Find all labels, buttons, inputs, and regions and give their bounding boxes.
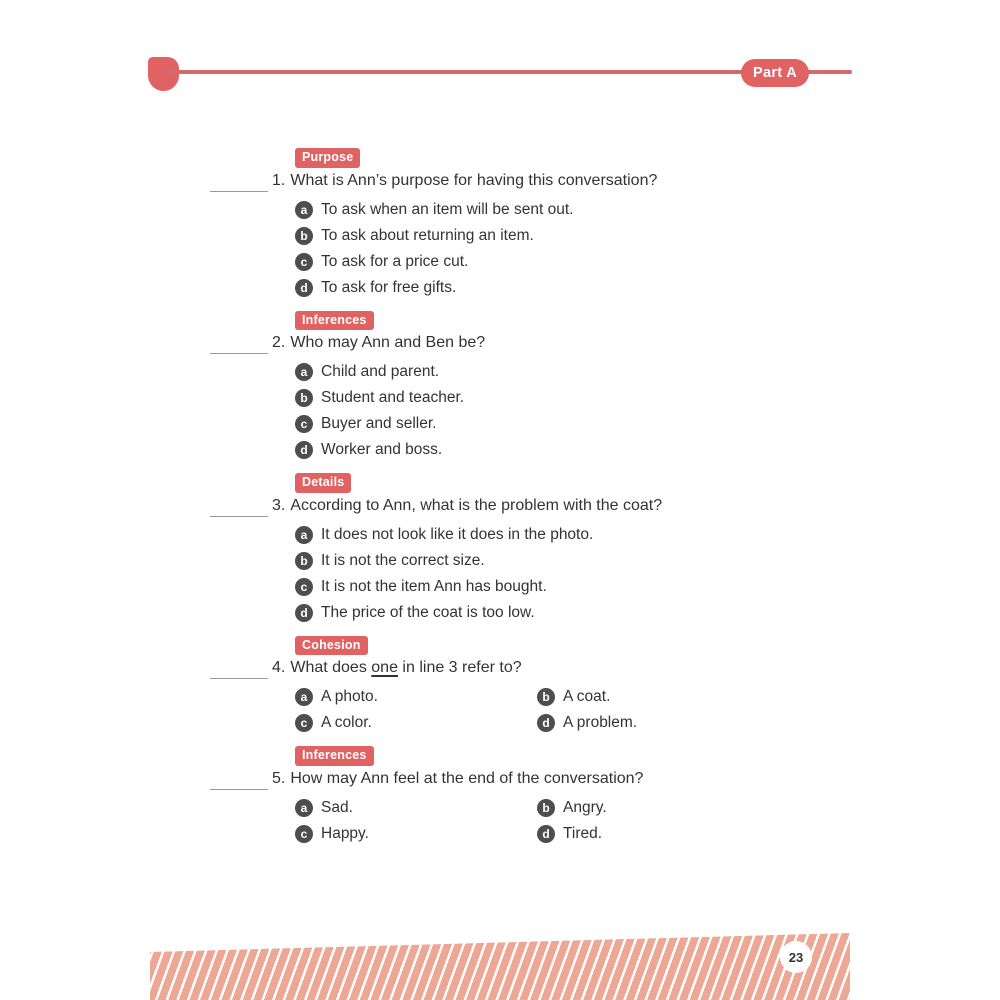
question-row <box>210 768 855 790</box>
option-letter-icon: a <box>295 688 313 706</box>
question-block-3 <box>210 473 855 626</box>
header-left-tab-shape <box>148 57 179 91</box>
option-a <box>295 795 537 821</box>
question-row <box>210 657 855 679</box>
question-number: 1. <box>272 171 286 189</box>
option-text: To ask about returning an item. <box>321 226 534 244</box>
question-text-after: in line 3 refer to? <box>397 659 522 676</box>
option-letter-icon: c <box>295 415 313 433</box>
option-text: Angry. <box>563 798 607 816</box>
question-block-5 <box>210 746 855 847</box>
option-c <box>295 249 855 275</box>
question-row <box>210 332 855 354</box>
answer-blank <box>210 500 268 517</box>
answer-blank <box>210 175 268 192</box>
question-text: What is Ann’s purpose for having this conversation? <box>290 171 658 189</box>
option-b <box>295 385 855 411</box>
option-d <box>295 437 855 463</box>
answer-blank <box>210 773 268 790</box>
question-text: How may Ann feel at the end of the conversation? <box>290 769 644 787</box>
question-row <box>210 170 855 192</box>
options-list <box>295 522 855 626</box>
option-letter-icon: d <box>295 604 313 622</box>
option-text: It is not the correct size. <box>321 551 485 569</box>
option-letter-icon: a <box>295 526 313 544</box>
option-letter-icon: c <box>295 578 313 596</box>
option-text: To ask for free gifts. <box>321 278 457 296</box>
option-letter-icon: b <box>537 799 555 817</box>
option-c <box>295 710 537 736</box>
option-b <box>537 684 855 710</box>
option-letter-icon: c <box>295 714 313 732</box>
page-number-badge: 23 <box>780 941 812 973</box>
underlined-word: one <box>371 659 398 676</box>
question-block-2 <box>210 311 855 464</box>
question-number: 2. <box>272 334 286 351</box>
option-text: A coat. <box>563 688 611 705</box>
option-letter-icon: b <box>295 552 313 570</box>
question-text: According to Ann, what is the problem with the coat? <box>290 496 663 514</box>
option-a <box>295 197 855 223</box>
category-badge: Inferences <box>295 311 374 331</box>
option-text: Child and parent. <box>321 363 440 380</box>
option-text: Sad. <box>321 798 353 816</box>
question-number: 5. <box>272 769 286 787</box>
category-badge: Purpose <box>295 148 360 168</box>
option-text: Student and teacher. <box>321 389 465 406</box>
option-c <box>295 821 537 847</box>
option-text: It is not the item Ann has bought. <box>321 577 547 595</box>
category-badge: Details <box>295 473 351 493</box>
option-letter-icon: b <box>537 688 555 706</box>
options-list <box>295 795 855 847</box>
option-c <box>295 411 855 437</box>
option-b <box>295 548 855 574</box>
question-block-1 <box>210 148 855 301</box>
options-list <box>295 359 855 463</box>
option-b <box>295 223 855 249</box>
option-letter-icon: c <box>295 825 313 843</box>
option-text: Happy. <box>321 824 369 842</box>
question-text <box>290 657 521 679</box>
option-text: Worker and boss. <box>321 441 443 458</box>
option-d <box>537 821 855 847</box>
question-text: Who may Ann and Ben be? <box>290 334 486 351</box>
option-text: To ask for a price cut. <box>321 252 469 270</box>
option-letter-icon: a <box>295 363 313 381</box>
questions-content <box>210 148 855 847</box>
answer-blank <box>210 337 268 354</box>
option-text: Buyer and seller. <box>321 415 437 432</box>
answer-blank <box>210 662 268 679</box>
option-letter-icon: a <box>295 201 313 219</box>
category-badge: Cohesion <box>295 636 368 656</box>
option-letter-icon: a <box>295 799 313 817</box>
option-text: The price of the coat is too low. <box>321 603 535 621</box>
question-number: 4. <box>272 659 286 676</box>
option-letter-icon: c <box>295 253 313 271</box>
option-d <box>295 600 855 626</box>
option-text: A photo. <box>321 688 378 705</box>
question-row <box>210 495 855 517</box>
options-list <box>295 197 855 301</box>
option-letter-icon: d <box>537 714 555 732</box>
option-b <box>537 795 855 821</box>
category-badge: Inferences <box>295 746 374 766</box>
option-letter-icon: d <box>295 441 313 459</box>
option-letter-icon: b <box>295 389 313 407</box>
option-c <box>295 574 855 600</box>
option-text: To ask when an item will be sent out. <box>321 200 574 218</box>
option-letter-icon: b <box>295 227 313 245</box>
part-label-badge: Part A <box>741 59 809 87</box>
option-letter-icon: d <box>295 279 313 297</box>
options-list <box>295 684 855 736</box>
footer-striped-band <box>150 933 850 1000</box>
option-a <box>295 684 537 710</box>
option-letter-icon: d <box>537 825 555 843</box>
question-text-before: What does <box>290 659 372 676</box>
option-a <box>295 359 855 385</box>
question-block-4 <box>210 636 855 737</box>
option-d <box>295 275 855 301</box>
option-text: Tired. <box>563 824 603 842</box>
option-d <box>537 710 855 736</box>
question-number: 3. <box>272 496 286 514</box>
option-text: A color. <box>321 714 372 731</box>
option-text: A problem. <box>563 714 638 731</box>
option-text: It does not look like it does in the photo. <box>321 525 594 543</box>
option-a <box>295 522 855 548</box>
